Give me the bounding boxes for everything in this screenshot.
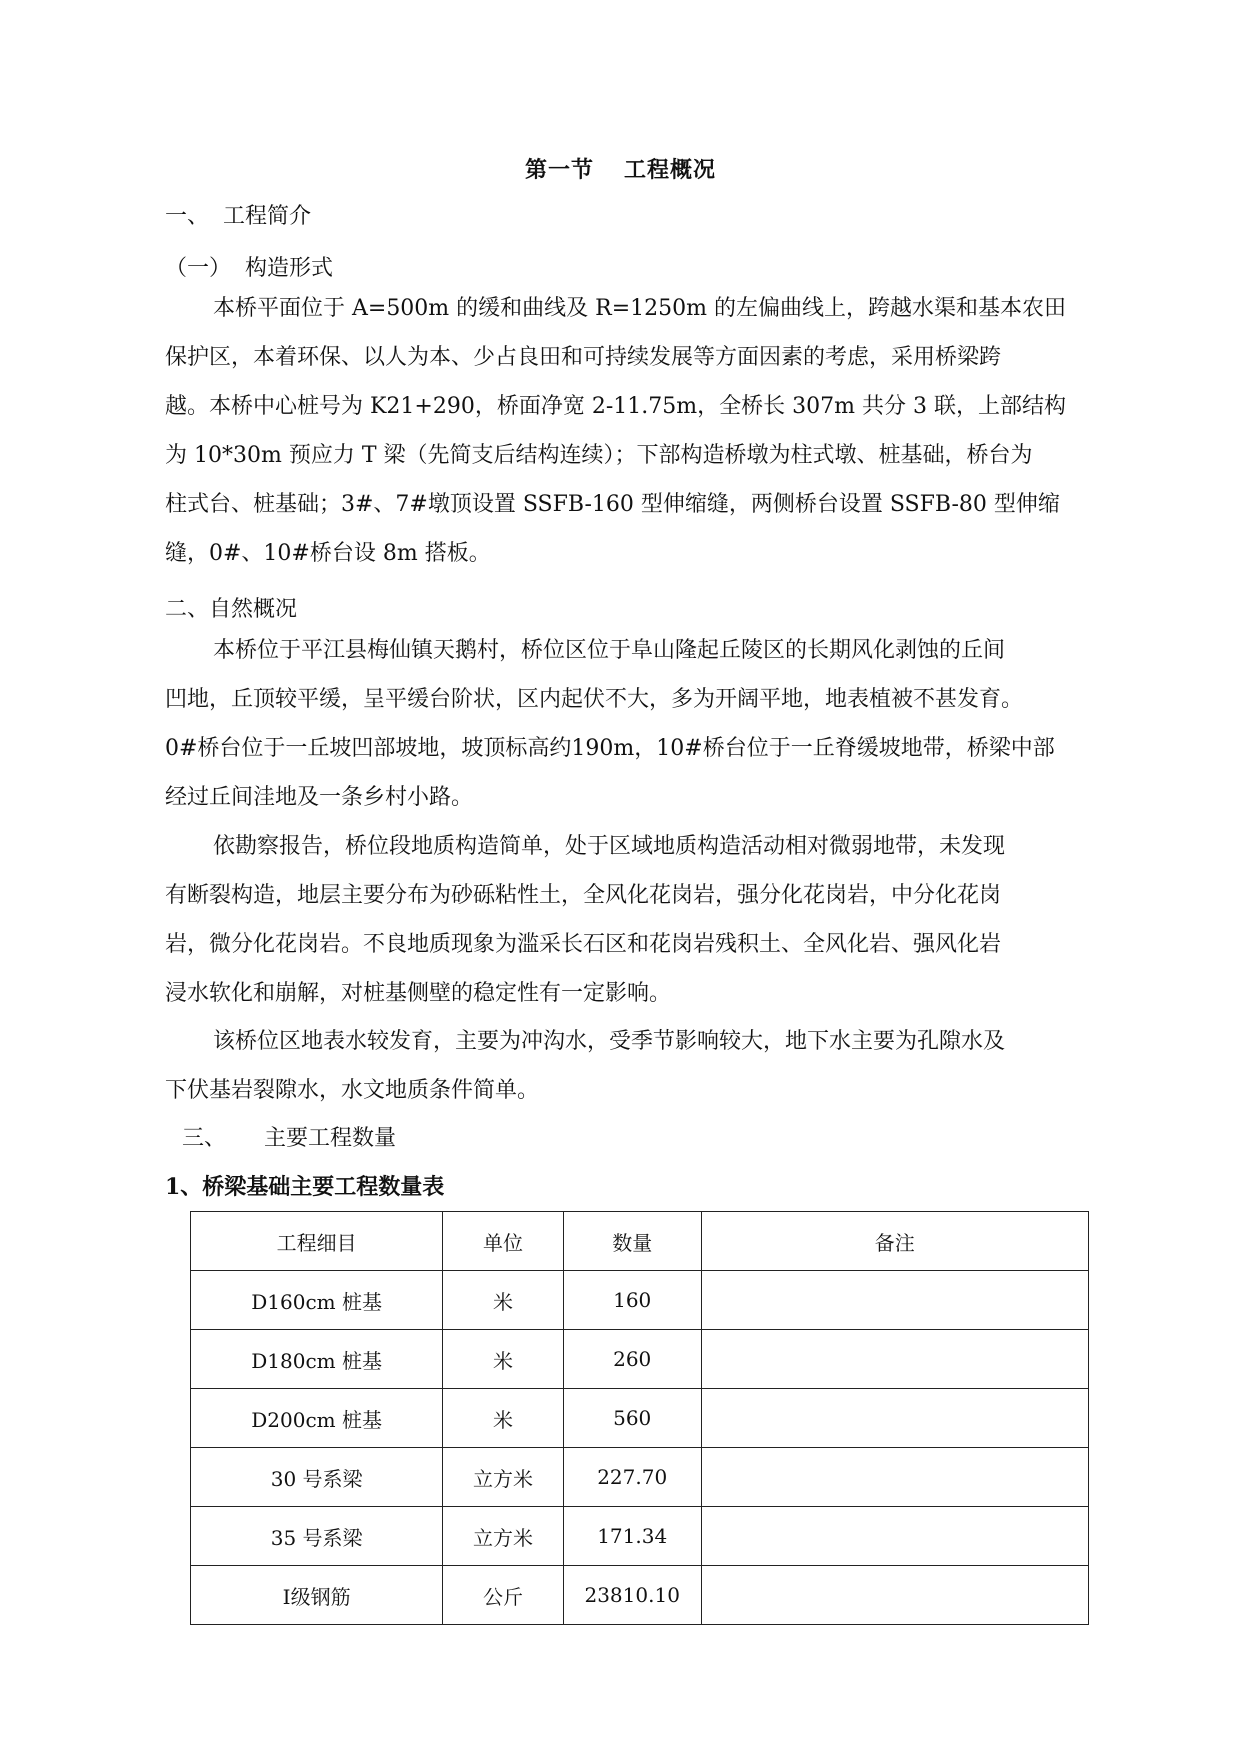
table-cell: 公斤 bbox=[443, 1566, 564, 1625]
table-cell bbox=[701, 1389, 1088, 1448]
table-cell bbox=[701, 1330, 1088, 1389]
column-header: 数量 bbox=[563, 1212, 701, 1271]
paragraph-line: 有断裂构造，地层主要分布为砂砾粘性土，全风化花岗岩，强分化花岗岩，中分化花岗 bbox=[165, 883, 1002, 908]
table-header-row bbox=[191, 1212, 1089, 1271]
paragraph-location bbox=[165, 626, 1115, 822]
section-title-number: 第一节 bbox=[524, 157, 594, 183]
table-cell: 260 bbox=[563, 1330, 701, 1389]
table-cell: 立方米 bbox=[443, 1507, 564, 1566]
table-title: 1、桥梁基础主要工程数量表 bbox=[165, 1174, 445, 1200]
paragraph-line: 依勘察报告，桥位段地质构造简单，处于区域地质构造活动相对微弱地带，未发现 bbox=[213, 834, 1006, 859]
table-cell: D160cm 桩基 bbox=[191, 1271, 443, 1330]
heading-number: 三、 bbox=[182, 1126, 227, 1151]
section-title-text: 工程概况 bbox=[624, 157, 717, 183]
table-row bbox=[191, 1566, 1089, 1625]
heading-number: 一、 bbox=[165, 204, 210, 229]
table-row bbox=[191, 1448, 1089, 1507]
table-cell: 米 bbox=[443, 1271, 564, 1330]
section-title bbox=[0, 153, 1241, 184]
heading-structure-form bbox=[165, 254, 333, 284]
heading-label: 构造形式 bbox=[245, 256, 334, 281]
heading-number: （一） bbox=[165, 256, 232, 281]
heading-label: 工程简介 bbox=[223, 204, 312, 229]
paragraph-line: 保护区，本着环保、以人为本、少占良田和可持续发展等方面因素的考虑，采用桥梁跨 bbox=[165, 345, 1002, 370]
table-cell: 560 bbox=[563, 1389, 701, 1448]
paragraph-line: 下伏基岩裂隙水，水文地质条件简单。 bbox=[165, 1078, 540, 1103]
table-cell: 立方米 bbox=[443, 1448, 564, 1507]
paragraph-line: 柱式台、桩基础；3#、7#墩顶设置 SSFB-160 型伸缩缝，两侧桥台设置 SSFB-80 型伸缩 bbox=[165, 492, 1060, 517]
paragraph-line: 越。本桥中心桩号为 K21+290，桥面净宽 2-11.75m，全桥长 307m 共分 3 联，上部结构 bbox=[165, 394, 1066, 419]
column-header: 备注 bbox=[701, 1212, 1088, 1271]
table-cell bbox=[701, 1448, 1088, 1507]
paragraph-line: 浸水软化和崩解，对桩基侧壁的稳定性有一定影响。 bbox=[165, 981, 672, 1006]
paragraph-line: 凹地，丘顶较平缓，呈平缓台阶状，区内起伏不大，多为开阔平地，地表植被不甚发育。 bbox=[165, 687, 1024, 712]
table-cell: D200cm 桩基 bbox=[191, 1389, 443, 1448]
paragraph-line: 经过丘间洼地及一条乡村小路。 bbox=[165, 785, 474, 810]
table-row bbox=[191, 1271, 1089, 1330]
table-row bbox=[191, 1389, 1089, 1448]
table-cell: 23810.10 bbox=[563, 1566, 701, 1625]
table-cell: 米 bbox=[443, 1389, 564, 1448]
heading-natural-conditions bbox=[165, 595, 297, 625]
column-header: 单位 bbox=[443, 1212, 564, 1271]
table-cell bbox=[701, 1566, 1088, 1625]
table-row bbox=[191, 1507, 1089, 1566]
paragraph-line: 缝，0#、10#桥台设 8m 搭板。 bbox=[165, 541, 491, 566]
paragraph-line: 为 10*30m 预应力 T 梁（先简支后结构连续）；下部构造桥墩为柱式墩、桩基础，桥台为 bbox=[165, 443, 1033, 468]
table-cell: 30 号系梁 bbox=[191, 1448, 443, 1507]
heading-project-intro bbox=[165, 202, 311, 232]
paragraph-line: 0#桥台位于一丘坡凹部坡地，坡顶标高约190m，10#桥台位于一丘脊缓坡地带，桥梁中部 bbox=[165, 736, 1055, 761]
table-cell bbox=[701, 1271, 1088, 1330]
table-cell: 171.34 bbox=[563, 1507, 701, 1566]
table-cell: 米 bbox=[443, 1330, 564, 1389]
heading-label: 二、自然概况 bbox=[165, 597, 298, 622]
paragraph-line: 岩，微分化花岗岩。不良地质现象为滥采长石区和花岗岩残积土、全风化岩、强风化岩 bbox=[165, 932, 1002, 957]
paragraph-line: 本桥位于平江县梅仙镇天鹅村，桥位区位于阜山隆起丘陵区的长期风化剥蚀的丘间 bbox=[213, 638, 1006, 663]
table-cell: 35 号系梁 bbox=[191, 1507, 443, 1566]
heading-main-quantities bbox=[182, 1124, 396, 1154]
paragraph-structure bbox=[165, 284, 1115, 578]
table-cell: 160 bbox=[563, 1271, 701, 1330]
table-row bbox=[191, 1330, 1089, 1389]
table-cell bbox=[701, 1507, 1088, 1566]
table-cell: D180cm 桩基 bbox=[191, 1330, 443, 1389]
paragraph-line: 本桥平面位于 A=500m 的缓和曲线及 R=1250m 的左偏曲线上，跨越水渠和基本农田 bbox=[213, 296, 1066, 321]
heading-label: 主要工程数量 bbox=[264, 1126, 397, 1151]
paragraph-line: 该桥位区地表水较发育，主要为冲沟水，受季节影响较大，地下水主要为孔隙水及 bbox=[213, 1029, 1006, 1054]
table-cell: 227.70 bbox=[563, 1448, 701, 1507]
column-header: 工程细目 bbox=[191, 1212, 443, 1271]
quantity-table bbox=[190, 1211, 1089, 1625]
paragraph-geology bbox=[165, 822, 1115, 1018]
paragraph-hydrology bbox=[165, 1017, 1115, 1115]
table-cell: Ⅰ级钢筋 bbox=[191, 1566, 443, 1625]
